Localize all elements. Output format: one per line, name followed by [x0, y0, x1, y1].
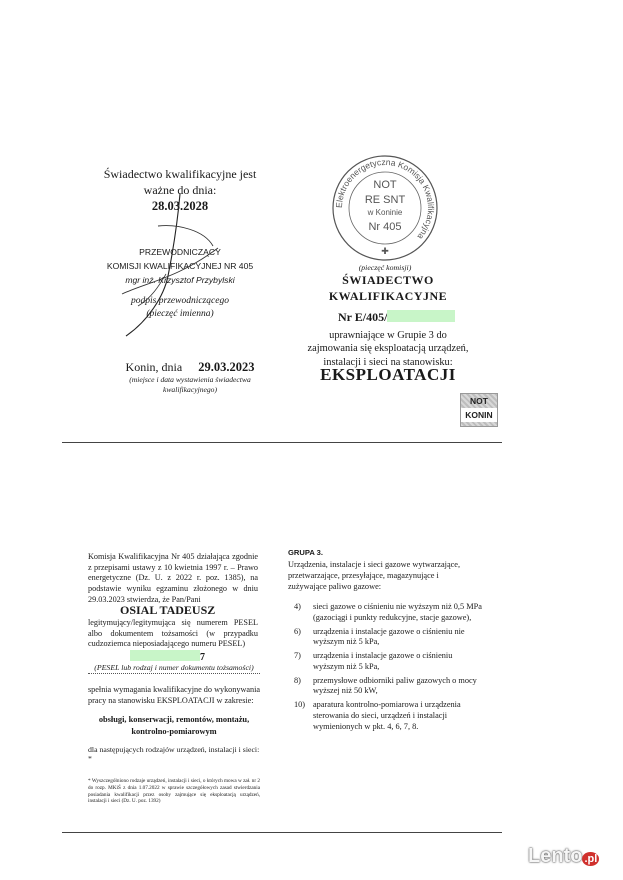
- scope-of-work: obsługi, konserwacji, remontów, montażu, kontrolno-pomiarowym: [98, 715, 250, 736]
- stamp-cross-icon: ✚: [381, 247, 389, 257]
- footnote: * Wyszczególniono rodzaje urządzeń, instalacji i sieci, o których mowa w zał. nr 2 do rozp. MKiŚ z dnia 1.07.2022 w sprawie szczegółowych zasad stwierdzania posiadania kwalifikacji przez osoby zajmujące się eksploatacją urządzeń, instalacji i sieci (Dz. U. poz. 1392): [88, 778, 260, 805]
- identity-paragraph: legitymujący/legitymująca się numerem PESEL albo dokumentem tożsamości (w przypadku cudzoziemca nieposiadającego numeru PESEL): [88, 618, 258, 649]
- place-date-caption-2: kwalifikacyjnego): [163, 384, 217, 394]
- item-number: 6): [294, 626, 301, 636]
- list-item: [288, 651, 483, 673]
- certificate-number: Nr E/405/: [338, 310, 388, 324]
- permission-line-1: uprawniające w Grupie 3 do: [329, 330, 447, 341]
- item-number: 4): [294, 602, 301, 611]
- certificate-number-redacted: [387, 310, 455, 322]
- position-title: EKSPLOATACJI: [320, 365, 456, 384]
- id-underline: [88, 673, 260, 674]
- id-caption: (PESEL lub rodzaj i numer dokumentu tożsamości): [94, 663, 254, 672]
- hologram-text-2: KONIN: [461, 408, 497, 422]
- item-text: przemysłowe odbiorniki paliw gazowych o mocy wyższej niż 50 kW,: [313, 675, 477, 696]
- watermark-tld: .pl: [584, 853, 598, 865]
- device-list: [288, 602, 483, 736]
- chairman-name: mgr inż. Krzysztof Przybylski: [125, 275, 235, 286]
- bottom-fold-line: [62, 832, 502, 833]
- validity-text-2: ważne do dnia:: [143, 183, 217, 198]
- validity-text-1: Świadectwo kwalifikacyjne jest: [103, 167, 257, 181]
- permission-line-3: instalacji i sieci na stanowisku:: [323, 356, 453, 368]
- signature-scribble: [108, 186, 228, 356]
- holder-name: OSIAL TADEUSZ: [120, 603, 216, 617]
- group-title: GRUPA 3.: [288, 548, 324, 557]
- watermark-brand: Lento: [528, 845, 583, 867]
- certificate-title-1: ŚWIADECTWO: [342, 273, 434, 287]
- intro-paragraph: Komisja Kwalifikacyjna Nr 405 działająca zgodnie z przepisami ustawy z 10 kwietnia 1997 r. – Prawo energetyczne (Dz. U. z 2022 r. poz. 1385), na podstawie wyniku egzaminu złożonego w dniu 29.03.2023 stwierdza, że Pan/Pani: [88, 552, 258, 604]
- item-number: 7): [294, 651, 301, 661]
- item-number: 8): [294, 675, 301, 685]
- place-date-prefix: Konin, dnia: [125, 360, 183, 374]
- list-item: [288, 602, 483, 624]
- list-item: [288, 676, 483, 698]
- stamp-center-4: Nr 405: [368, 221, 402, 233]
- item-text: aparatura kontrolno-pomiarowa i urządzenia sterowania do sieci, urządzeń i instalacji wymienionych w pkt. 4, 6, 7, 8.: [313, 700, 461, 731]
- signature-caption: podpis przewodniczącego: [131, 296, 229, 306]
- item-text: urządzenia i instalacje gazowe o ciśnieniu nie wyższym niż 5 kPa,: [313, 626, 465, 647]
- place-date-caption-1: (miejsce i data wystawienia świadectwa: [129, 375, 251, 384]
- commission-line: KOMISJI KWALIFIKACYJNEJ NR 405: [106, 261, 254, 272]
- id-number-redacted: [130, 650, 200, 661]
- validity-date: 28.03.2028: [151, 199, 209, 214]
- stamp-center-2: RE SNT: [364, 194, 406, 206]
- issue-date: 29.03.2023: [198, 360, 255, 374]
- requirements-paragraph: spełnia wymagania kwalifikacyjne do wykonywania pracy na stanowisku EKSPLOATACJI w zakresie:: [88, 685, 260, 705]
- item-text: sieci gazowe o ciśnieniu nie wyższym niż 0,5 MPa (gazociągi i punkty redukcyjne, stacje gazowe),: [313, 602, 482, 622]
- device-types-line: dla następujących rodzajów urządzeń, instalacji i sieci: *: [88, 745, 260, 763]
- list-item: [288, 700, 483, 732]
- stamp-caption: (pieczęć komisji): [358, 263, 412, 272]
- certificate-title-2: KWALIFIKACYJNE: [328, 288, 448, 303]
- item-text: urządzenia i instalacje gazowe o ciśnieniu wyższym niż 5 kPa,: [313, 651, 453, 671]
- id-number-suffix: 7: [200, 652, 205, 663]
- hologram-text-1: NOT: [470, 396, 488, 406]
- hologram-sticker: [460, 393, 498, 427]
- commission-stamp: [330, 153, 440, 263]
- list-item: [288, 627, 483, 649]
- chairman-title: PRZEWODNICZĄCY: [139, 247, 221, 257]
- stamp-caption-name: (pieczęć imienna): [146, 309, 214, 320]
- stamp-ring-text: Elektroenergetyczna Komisja Kwalifikacyjna: [333, 156, 437, 242]
- stamp-center-3: w Koninie: [367, 208, 403, 217]
- permission-line-2: zajmowania się eksploatacją urządzeń,: [307, 343, 469, 355]
- lento-watermark: [528, 845, 599, 868]
- group-intro: Urządzenia, instalacje i sieci gazowe wytwarzające, przetwarzające, przesyłające, magazynujące i zużywające paliwo gazowe:: [288, 560, 461, 591]
- stamp-center-1: NOT: [373, 179, 397, 191]
- item-number: 10): [294, 700, 306, 710]
- top-fold-line: [62, 442, 502, 443]
